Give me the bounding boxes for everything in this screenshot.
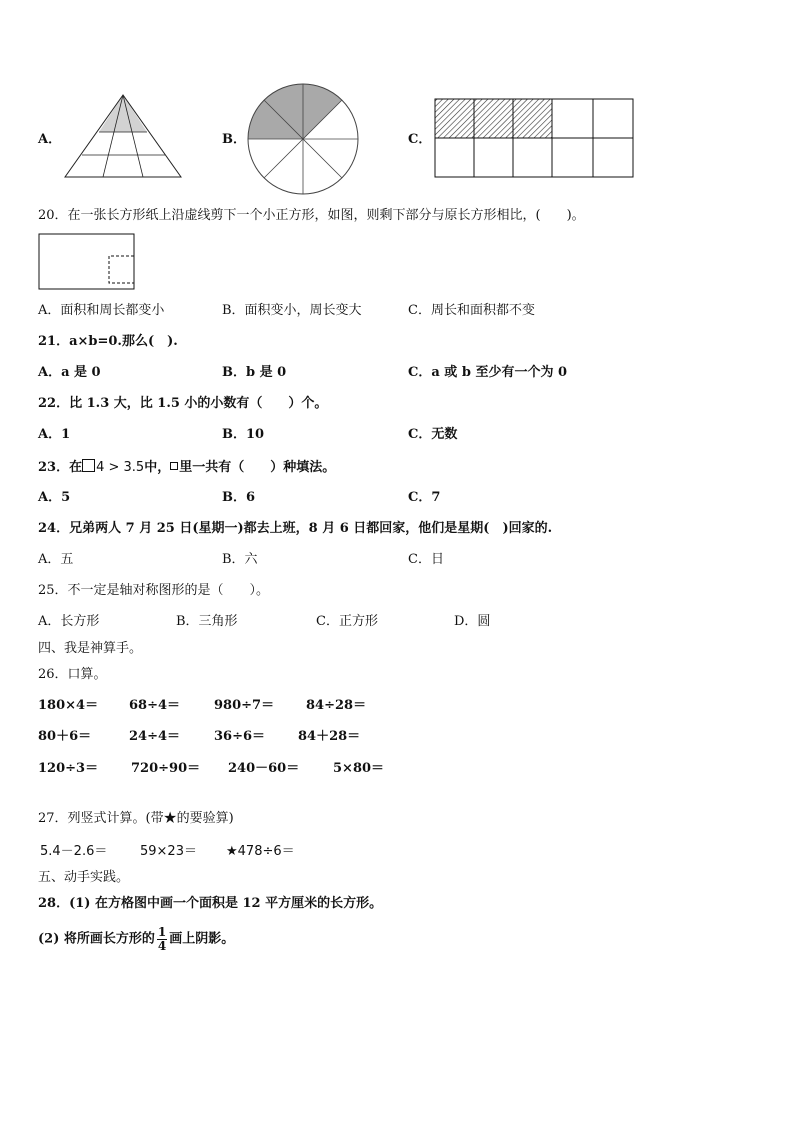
fraction: $\frac{1}{4}$ [157, 925, 167, 953]
q21-option-a: A．a 是 0 [38, 365, 101, 380]
question-27: 27．列竖式计算。(带★的要验算) [38, 811, 234, 826]
calc-item: 720÷90＝ [131, 761, 201, 776]
question-28-part-1: 28．(1) 在方格图中画一个面积是 12 平方厘米的长方形。 [38, 896, 383, 911]
q20-option-b: B．面积变小，周长变大 [222, 303, 362, 318]
option-a-label: A． [38, 132, 62, 147]
q24-option-b: B．六 [222, 552, 258, 567]
grid-figure [433, 97, 635, 179]
question-21: 21．a×b=0.那么( ). [38, 334, 178, 349]
section-4-title: 四、我是神算手。 [38, 641, 143, 656]
calc-item: 84÷28＝ [306, 698, 367, 713]
question-23: 23．在 4 > 3.5中， 里一共有（ ）种填法。 [38, 460, 336, 475]
calc-item: 84＋28＝ [298, 729, 361, 744]
q24-option-a: A．五 [38, 552, 74, 567]
small-box-icon [170, 462, 178, 470]
q22-option-b: B．10 [222, 427, 265, 442]
q23-option-c: C．7 [408, 490, 441, 505]
q22-option-a: A．1 [38, 427, 71, 442]
calc-item: 5×80＝ [333, 761, 385, 776]
q21-option-c: C．a 或 b 至少有一个为 0 [408, 365, 568, 380]
calc-item: 24÷4＝ [129, 729, 181, 744]
calc-item: 240－60＝ [228, 761, 300, 776]
vertical-calc-item-star: ★478÷6＝ [226, 844, 295, 859]
question-25: 25．不一定是轴对称图形的是（ ）。 [38, 583, 270, 598]
q22-option-c: C．无数 [408, 427, 458, 442]
blank-box-icon [82, 459, 95, 472]
question-22: 22．比 1.3 大，比 1.5 小的小数有（ ）个。 [38, 396, 328, 411]
q23-option-a: A．5 [38, 490, 71, 505]
calc-item: 980÷7＝ [214, 698, 275, 713]
question-28-part-2: (2) 将所画长方形的 $\frac{1}{4}$ 画上阴影。 [38, 925, 235, 953]
q25-option-b: B．三角形 [176, 614, 238, 629]
q21-option-b: B．b 是 0 [222, 365, 287, 380]
option-c-label: C． [408, 132, 432, 147]
q25-option-a: A．长方形 [38, 614, 100, 629]
triangle-figure [62, 92, 184, 180]
calc-item: 80＋6＝ [38, 729, 92, 744]
q25-option-c: C．正方形 [316, 614, 378, 629]
q25-option-d: D．圆 [454, 614, 491, 629]
question-20: 20．在一张长方形纸上沿虚线剪下一个小正方形，如图，则剩下部分与原长方形相比，( )。 [38, 208, 585, 223]
calc-item: 120÷3＝ [38, 761, 99, 776]
calc-item: 36÷6＝ [214, 729, 266, 744]
vertical-calc-item: 59×23＝ [140, 844, 197, 859]
calc-item: 68÷4＝ [129, 698, 181, 713]
q24-option-c: C．日 [408, 552, 444, 567]
question-26: 26．口算。 [38, 667, 107, 682]
q23-option-b: B．6 [222, 490, 256, 505]
calc-item: 180×4＝ [38, 698, 99, 713]
vertical-calc-item: 5.4－2.6＝ [40, 844, 108, 859]
option-b-label: B． [222, 132, 246, 147]
q20-option-c: C．周长和面积都不变 [408, 303, 535, 318]
question-24: 24．兄弟两人 7 月 25 日(星期一)都去上班，8 月 6 日都回家，他们是星期( )回家的. [38, 521, 553, 536]
section-5-title: 五、动手实践。 [38, 870, 130, 885]
q20-option-a: A．面积和周长都变小 [38, 303, 165, 318]
circle-figure [246, 82, 360, 196]
rectangle-cut-figure [38, 233, 136, 291]
